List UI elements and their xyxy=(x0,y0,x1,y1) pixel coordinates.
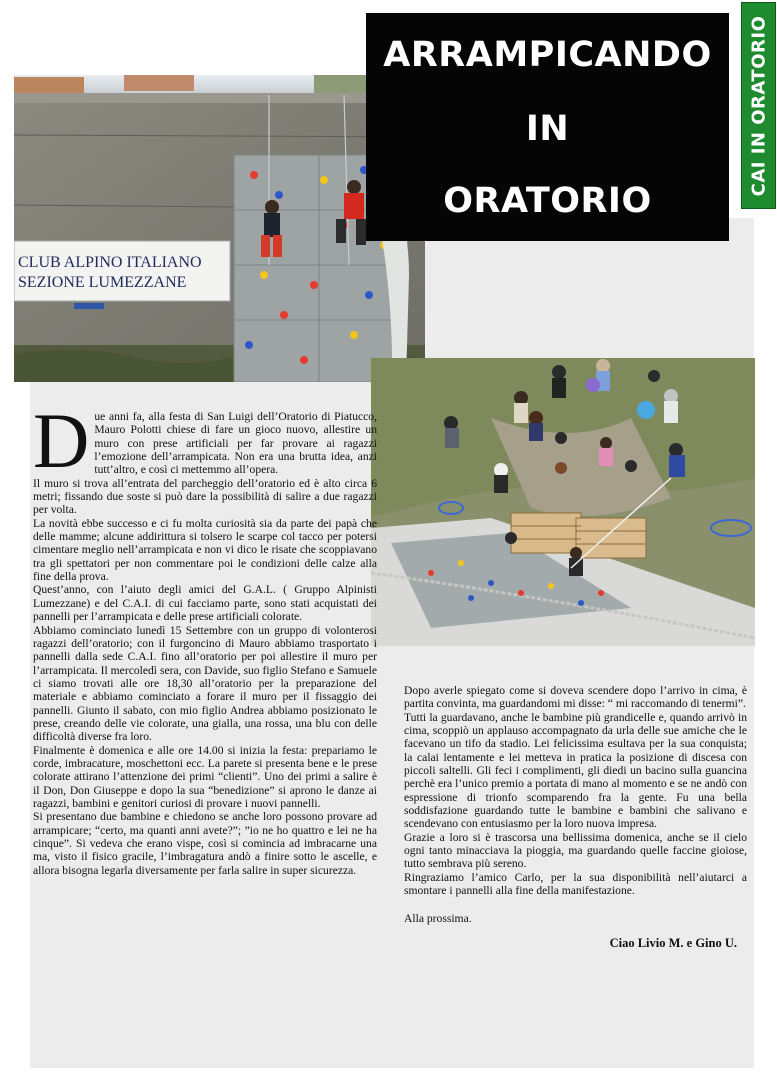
aerial-view-photo xyxy=(371,358,755,646)
title-line-1: ARRAMPICANDO xyxy=(383,35,712,75)
drop-cap: D xyxy=(33,397,90,484)
paragraph: Abbiamo cominciato lunedì 15 Settembre con un gruppo di volonterosi ragazzi dell’oratorio; con il furgoncino di Mauro abbiamo trasportato i pannelli dalla sede C.A.I. fino all’oratorio per poi allestire il muro per l’arrampicata. Il mercoledì sera, con Davide, suo figlio Stefano e Samuele ci siamo trovati alle ore 18,30 all’oratorio per la preparazione del materiale e abbiamo cominciato a forare il muro per il fissaggio dei pannelli. Giunto il sabato, con mio figlio Andrea abbiamo posizionato le prese, creando delle vie colorate, una gialla, una rossa, una blu con delle difficoltà diverse fra loro. xyxy=(33,623,377,744)
paragraph: Due anni fa, alla festa di San Luigi dell’Oratorio di Piatucco, Mauro Polotti chiese di fare un gioco nuovo, allestire un muro con prese artificiali per far provare ai ragazzi l’emozione dell’arrampicata. Non era una brutta idea, anzi tutt’altro, e così ci mettemmo all’opera. xyxy=(33,397,377,484)
banner-line-2: SEZIONE LUMEZZANE xyxy=(18,274,187,291)
paragraph: Quest’anno, con l’aiuto degli amici del G.A.L. ( Gruppo Alpinisti Lumezzane) e del C.A.I. di cui facciamo parte, sono stati acquistati dei pannelli per l’arrampicata e delle prese artificiali colorate. xyxy=(33,583,377,624)
closing-line: Alla prossima. xyxy=(404,911,472,925)
paragraph: La novità ebbe successo e ci fu molta curiosità sia da parte dei papà che delle mamme; alcune addirittura si tolsero le scarpe col tacco per potersi cimentare meglio nell’arrampicata e non vi dico le risate che scoppiavano tra gli spettatori per non commentare poi le condizioni delle calze alla fine della prova. xyxy=(33,516,377,584)
banner-line-1: CLUB ALPINO ITALIANO xyxy=(18,254,202,271)
paragraph: Ringraziamo l’amico Carlo, per la sua disponibilità nell’aiutarci a smontare i pannelli alla fine della manifestazione. xyxy=(404,870,747,898)
climbing-wall-photo xyxy=(14,75,425,382)
paragraph: Il muro si trova all’entrata del parcheggio dell’oratorio ed è alto circa 6 metri; fissando due soste si può dare la possibilità di salire a due ragazzi per volta. xyxy=(33,476,377,517)
title-line-3: ORATORIO xyxy=(443,181,652,221)
section-tab-label: CAI IN ORATORIO xyxy=(748,15,769,196)
paragraph: Grazie a loro si è trascorsa una bellissima domenica, anche se il cielo ogni tanto minacciava la pioggia, ma guardando quelle faccine gioiose, tutto sembrava più sereno. xyxy=(404,830,747,871)
paragraph: Tutti la guardavano, anche le bambine più grandicelle e, quando arrivò in cima, scoppiò un applauso accompagnato da urla delle sue amiche che le facevano un tifo da stadio. Lei felicissima esultava per la sua conquista; la calai lentamente e lei metteva in pratica la posizione di discesa con piccoli saltelli. Gli feci i complimenti, gli diedi un bacino sulla guancina perchè era l’unico premio a portata di mano al momento e se ne andò con espressione di trionfo scomparendo fra la gente. Fu una bella soddisfazione guardando tutte le bambine e bambini che salivano e scendevano con entusiasmo per la loro nuova impresa. xyxy=(404,710,747,831)
signature: Ciao Livio M. e Gino U. xyxy=(609,935,737,950)
paragraph: Finalmente è domenica e alle ore 14.00 si inizia la festa: prepariamo le corde, imbracature, moschettoni ecc. La parete si presenta bene e le prese colorate attirano l’attenzione dei primi “clienti”. Uno dei primi a salire è il Don, Don Giuseppe e dopo la sua “benedizione” si aprono le danze ai ragazzi, bambini e genitori curiosi di provare i nuovi pannelli. xyxy=(33,743,377,810)
article-column-right xyxy=(404,684,747,950)
title-line-2: IN xyxy=(525,109,570,149)
article-column-left xyxy=(33,397,377,877)
paragraph: Dopo averle spiegato come si doveva scendere dopo l’arrivo in cima, è partita convinta, ma guardandomi mi disse: “ mi raccomando di tenermi”. xyxy=(404,684,747,711)
section-tab xyxy=(741,2,776,209)
paragraph: Si presentano due bambine e chiedono se anche loro possono provare ad arrampicare; “certo, ma quanti anni avete?”; ”io ne ho quattro e lei ne ha cinque”. Si vedeva che erano vispe, così si comincia ad imbracarne una ma, visto il fisico gracile, l’imbragatura andò a finire sotto le ascelle, e allora bisogna legarla diversamente per farla salire in super sicurezza. xyxy=(33,810,377,877)
title-block xyxy=(366,13,729,241)
